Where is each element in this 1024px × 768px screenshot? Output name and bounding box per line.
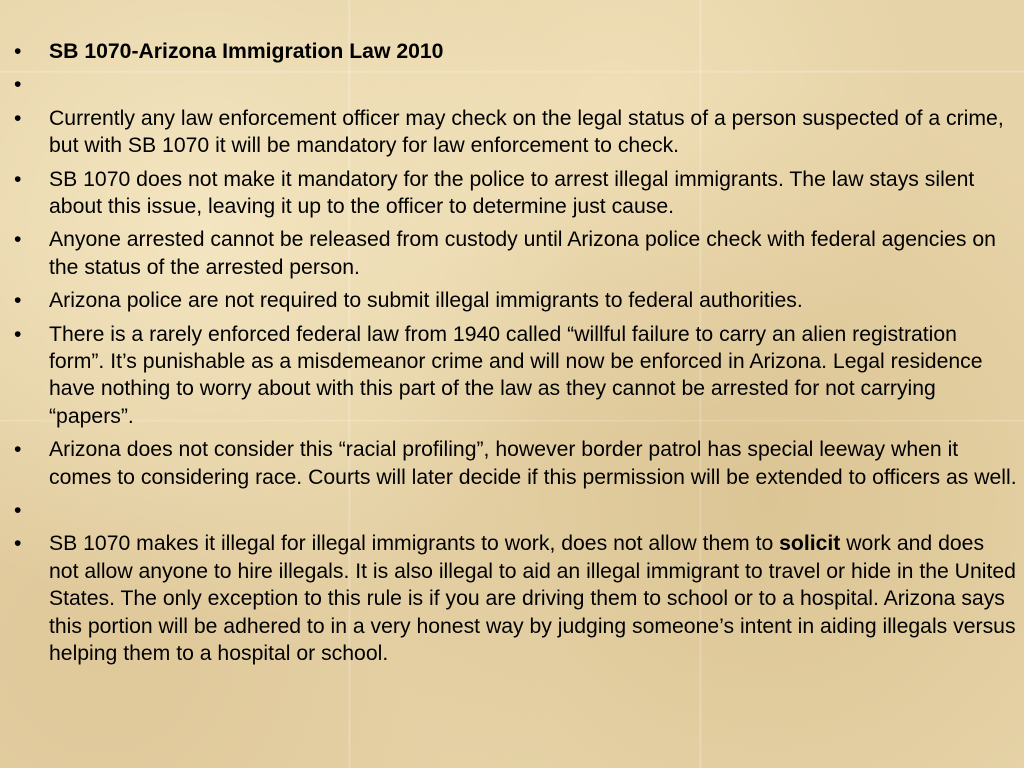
bullet-marker: •	[14, 228, 22, 252]
bullet-text: Arizona does not consider this “racial profiling”, however border patrol has special leeway when it comes to considering race. Courts will later decide if this permission will be extended to officers as well.	[49, 438, 1017, 489]
bullet-work-illegal	[14, 530, 1018, 667]
bullet-federal-law-1940	[14, 321, 1018, 431]
bullet-text: Arizona police are not required to submit illegal immigrants to federal authorities.	[49, 289, 803, 313]
bullet-marker: •	[14, 73, 22, 97]
bullet-text: There is a rarely enforced federal law from 1940 called “willful failure to carry an alien registration form”. It’s punishable as a misdemeanor crime and will now be enforced in Arizona. Legal residence have nothing to worry about with this part of the law as they cannot be arrested for not carrying “papers”.	[49, 322, 983, 428]
bullet-custody	[14, 226, 1018, 281]
bullet-marker: •	[14, 106, 22, 130]
bullet-racial-profiling	[14, 436, 1018, 491]
bullet-marker: •	[14, 532, 22, 556]
bullet-text: Currently any law enforcement officer may check on the legal status of a person suspected of a crime, but with SB 1070 it will be mandatory for law enforcement to check.	[49, 106, 1004, 158]
bullet-title	[14, 38, 1018, 65]
bullet-mandatory-check	[14, 105, 1018, 160]
bullet-text: Anyone arrested cannot be released from custody until Arizona police check with federal agencies on the status of the arrested person.	[49, 228, 996, 279]
bullet-list	[14, 38, 1018, 674]
bullet-empty-2	[14, 497, 1018, 524]
slide-title: SB 1070-Arizona Immigration Law 2010	[49, 40, 444, 63]
bullet-marker: •	[14, 167, 22, 191]
bullet-arrest	[14, 166, 1018, 221]
bullet-text: SB 1070 does not make it mandatory for the police to arrest illegal immigrants. The law stays silent about this issue, leaving it up to the officer to determine just cause.	[49, 167, 975, 219]
bullet-empty-1	[14, 71, 1018, 98]
bullet-marker: •	[14, 40, 22, 63]
bullet-marker: •	[14, 322, 22, 346]
bullet-text-emphasis: solicit	[779, 532, 841, 556]
bullet-text-after: work and does not allow anyone to hire illegals. It is also illegal to aid an illegal immigrant to travel or hide in the United States. The only exception to this rule is if you are driving them to school or to a hospital. Arizona says this portion will be adhered to in a very honest way by judging someone’s intent in aiding illegals versus helping them to a hospital or school.	[49, 532, 1016, 666]
bullet-text-before: SB 1070 makes it illegal for illegal immigrants to work, does not allow them to	[49, 532, 780, 556]
bullet-marker: •	[14, 289, 22, 313]
bullet-marker: •	[14, 499, 22, 523]
bullet-marker: •	[14, 438, 22, 462]
bullet-federal-authorities	[14, 287, 1018, 314]
